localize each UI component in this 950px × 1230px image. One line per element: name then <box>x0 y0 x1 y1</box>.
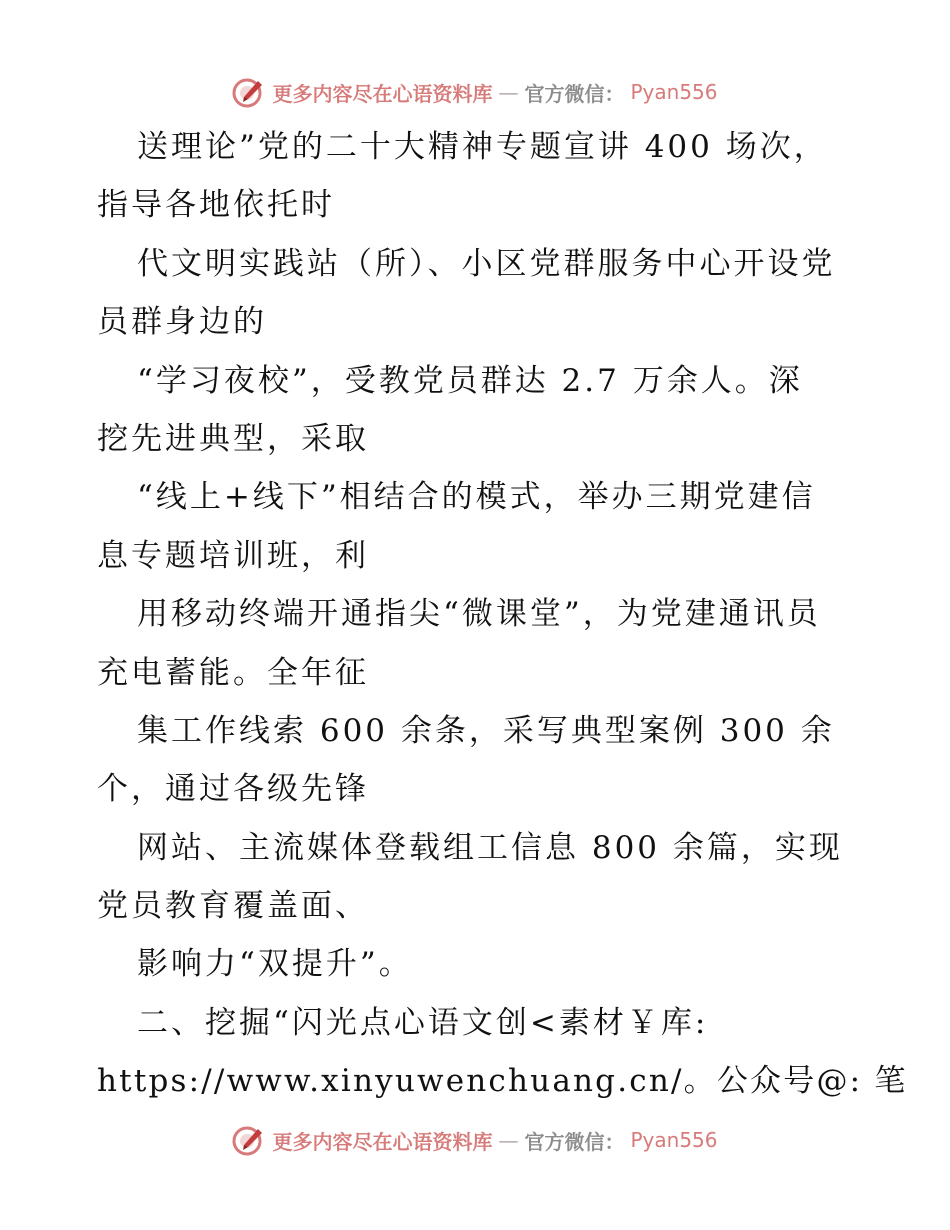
text-line: 员群身边的 <box>97 304 267 341</box>
text-line: “学习夜校”，受教党员群达 2.7 万余人。深 <box>137 362 803 399</box>
text-line: https://www.xinyuwenchuang.cn/。公众号@: 笔 <box>97 1063 908 1100</box>
watermark-footer <box>0 1120 950 1160</box>
watermark-dash: — <box>498 80 519 104</box>
document-body <box>97 118 908 1111</box>
text-line: 用移动终端开通指尖“微课堂”，为党建通讯员 <box>137 596 821 633</box>
watermark-brand-text: 更多内容尽在心语资料库 <box>272 1129 493 1154</box>
text-line: “线上+线下”相结合的模式，举办三期党建信 <box>137 479 816 516</box>
text-line: 挖先进典型，采取 <box>97 420 369 457</box>
pen-nib-logo-icon <box>232 1123 266 1157</box>
watermark-contact-id: Pyan556 <box>630 80 718 104</box>
text-line: 影响力“双提升”。 <box>137 946 413 983</box>
text-line: 充电蓄能。全年征 <box>97 654 369 691</box>
pen-nib-logo-icon <box>232 75 266 109</box>
text-line: 送理论”党的二十大精神专题宣讲 400 场次， <box>137 129 828 165</box>
text-line: 代文明实践站（所）、小区党群服务中心开设党 <box>137 245 836 282</box>
watermark-contact-id: Pyan556 <box>630 1128 718 1152</box>
text-line: 集工作线索 600 余条，采写典型案例 300 余 <box>137 712 835 749</box>
text-line: 网站、主流媒体登载组工信息 800 余篇，实现 <box>137 829 843 866</box>
text-line: 个，通过各级先锋 <box>97 771 369 808</box>
watermark-dash: — <box>498 1128 519 1152</box>
text-line: 息专题培训班，利 <box>97 537 369 574</box>
watermark-contact-label: 官方微信： <box>524 1129 625 1154</box>
text-line: 二、挖掘“闪光点心语文创<素材￥库: <box>137 1004 709 1041</box>
watermark-header <box>0 72 950 112</box>
watermark-brand-text: 更多内容尽在心语资料库 <box>272 81 493 106</box>
text-line: 党员教育覆盖面、 <box>97 888 369 925</box>
watermark-contact-label: 官方微信： <box>524 81 625 106</box>
text-line: 指导各地依托时 <box>97 187 335 224</box>
